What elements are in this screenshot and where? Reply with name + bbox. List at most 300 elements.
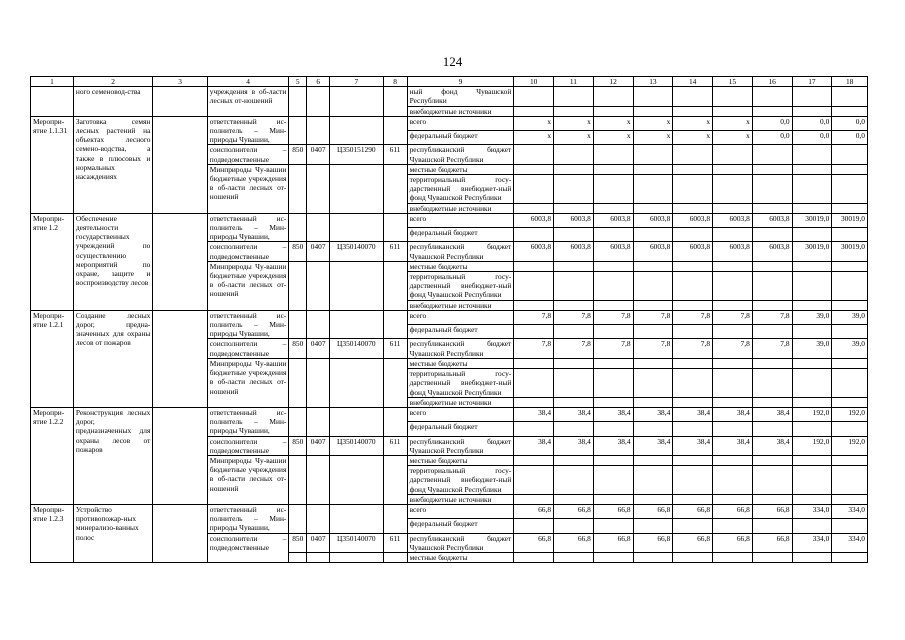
value-cell [633, 175, 673, 204]
header-cell: 17 [792, 77, 832, 87]
value-cell [832, 422, 868, 436]
page-number: 124 [442, 54, 463, 69]
value-cell [752, 106, 792, 116]
header-row [31, 77, 868, 87]
value-cell [832, 272, 868, 301]
value-cell [593, 519, 633, 533]
code-cell [307, 552, 330, 562]
value-cell: 6003,8 [673, 242, 713, 261]
goal [153, 116, 207, 213]
value-cell [792, 369, 832, 398]
code-cell: 0407 [307, 242, 330, 261]
value-cell: х [713, 116, 753, 130]
executor: соисполнители – подведомственные [207, 533, 289, 563]
code-cell [383, 552, 407, 562]
value-cell [554, 358, 594, 368]
executor: соисполнители – подведомственные [207, 436, 289, 455]
value-cell [554, 106, 594, 116]
funding-source: внебюджетные источники [407, 397, 514, 407]
value-cell [752, 519, 792, 533]
value-cell [832, 369, 868, 398]
value-cell [792, 145, 832, 164]
code-cell [383, 455, 407, 504]
value-cell [554, 87, 594, 106]
value-cell [713, 397, 753, 407]
value-cell [633, 455, 673, 465]
funding-source: местные бюджеты [407, 164, 514, 174]
funding-source: местные бюджеты [407, 261, 514, 271]
value-cell [752, 145, 792, 164]
value-cell [673, 325, 713, 339]
value-cell: 7,8 [554, 310, 594, 324]
code-cell [383, 164, 407, 213]
value-cell [792, 300, 832, 310]
value-cell: х [633, 131, 673, 145]
value-cell [673, 519, 713, 533]
value-cell [514, 203, 554, 213]
code-cell: Ц350151290 [330, 145, 383, 164]
value-cell [673, 369, 713, 398]
value-cell [752, 422, 792, 436]
value-cell [633, 494, 673, 504]
value-cell [514, 519, 554, 533]
value-cell: 6003,8 [514, 242, 554, 261]
value-cell [752, 455, 792, 465]
value-cell: 6003,8 [593, 213, 633, 227]
value-cell: 38,4 [713, 436, 753, 455]
value-cell [633, 369, 673, 398]
value-cell [593, 272, 633, 301]
value-cell [554, 164, 594, 174]
measure-name: Обеспечение деятельности государственных учреждений по осуществлению мероприятий по охране, защите и воспроизводству лесов [73, 213, 153, 310]
value-cell [713, 519, 753, 533]
value-cell: 30019,0 [792, 213, 832, 227]
value-cell [792, 106, 832, 116]
value-cell [673, 87, 713, 106]
header-cell: 3 [153, 77, 207, 87]
header-cell: 16 [752, 77, 792, 87]
value-cell [554, 261, 594, 271]
executor: учреждения в об-ласти лесных от-ношений [207, 87, 289, 117]
value-cell [554, 494, 594, 504]
value-cell [673, 422, 713, 436]
value-cell: 7,8 [633, 310, 673, 324]
value-cell [792, 422, 832, 436]
value-cell: 66,8 [554, 504, 594, 518]
value-cell [713, 175, 753, 204]
value-cell: х [593, 116, 633, 130]
funding-source: территориальный госу-дарственный внебюджет-ный фонд Чувашской Республики [407, 175, 514, 204]
value-cell [593, 261, 633, 271]
funding-source: территориальный госу-дарственный внебюджет-ный фонд Чувашской Республики [407, 272, 514, 301]
value-cell [832, 106, 868, 116]
code-cell: 0407 [307, 339, 330, 358]
header-cell: 14 [673, 77, 713, 87]
code-cell [330, 455, 383, 504]
value-cell [554, 203, 594, 213]
funding-source: территориальный госу-дарственный внебюджет-ный фонд Чувашской Республики [407, 466, 514, 495]
value-cell [752, 164, 792, 174]
value-cell [633, 145, 673, 164]
value-cell [554, 272, 594, 301]
goal [153, 407, 207, 504]
value-cell [832, 358, 868, 368]
header-cell: 13 [633, 77, 673, 87]
value-cell [673, 552, 713, 562]
executor: Минприроды Чу-вашии бюджетные учреждения в об-ласти лесных от-ношений [207, 164, 289, 213]
value-cell [713, 261, 753, 271]
code-cell [307, 358, 330, 407]
value-cell: 7,8 [673, 339, 713, 358]
code-cell: 611 [383, 145, 407, 164]
value-cell [554, 300, 594, 310]
value-cell [633, 300, 673, 310]
value-cell: 39,0 [832, 339, 868, 358]
value-cell: х [713, 131, 753, 145]
value-cell: 66,8 [514, 504, 554, 518]
code-cell: 611 [383, 339, 407, 358]
value-cell: х [554, 116, 594, 130]
value-cell: 66,8 [752, 533, 792, 552]
measure-id: Меропри-ятие 1.2.1 [31, 310, 74, 407]
value-cell [514, 552, 554, 562]
value-cell [633, 272, 673, 301]
funding-source: всего [407, 310, 514, 324]
value-cell: 38,4 [633, 436, 673, 455]
code-cell [289, 213, 307, 242]
code-cell: 0407 [307, 436, 330, 455]
code-cell [307, 87, 330, 117]
value-cell: 334,0 [792, 533, 832, 552]
value-cell [514, 164, 554, 174]
value-cell [832, 519, 868, 533]
header-cell: 10 [514, 77, 554, 87]
code-cell [330, 407, 383, 436]
goal [153, 213, 207, 310]
value-cell [633, 203, 673, 213]
value-cell [752, 552, 792, 562]
value-cell [673, 175, 713, 204]
executor: Минприроды Чу-вашии бюджетные учреждения в об-ласти лесных от-ношений [207, 455, 289, 504]
value-cell [832, 466, 868, 495]
value-cell [593, 87, 633, 106]
funding-source: ный фонд Чувашской Республики [407, 87, 514, 106]
value-cell [832, 455, 868, 465]
executor: соисполнители – подведомственные [207, 242, 289, 261]
value-cell [514, 325, 554, 339]
value-cell [593, 494, 633, 504]
measure-id [31, 87, 74, 117]
funding-source: федеральный бюджет [407, 228, 514, 242]
header-cell: 15 [713, 77, 753, 87]
value-cell [713, 87, 753, 106]
goal [153, 310, 207, 407]
code-cell [307, 116, 330, 145]
value-cell: 7,8 [713, 310, 753, 324]
value-cell [593, 164, 633, 174]
code-cell [289, 358, 307, 407]
value-cell [514, 145, 554, 164]
code-cell [330, 164, 383, 213]
value-cell [832, 164, 868, 174]
value-cell [593, 228, 633, 242]
code-cell [330, 358, 383, 407]
value-cell [832, 175, 868, 204]
funding-source: федеральный бюджет [407, 325, 514, 339]
value-cell [752, 397, 792, 407]
header-cell: 9 [407, 77, 514, 87]
value-cell: 66,8 [593, 504, 633, 518]
value-cell [713, 106, 753, 116]
code-cell [383, 407, 407, 436]
measure-id: Меропри-ятие 1.2 [31, 213, 74, 310]
value-cell [792, 261, 832, 271]
header-cell: 8 [383, 77, 407, 87]
value-cell [554, 145, 594, 164]
value-cell [514, 494, 554, 504]
value-cell: 0,0 [832, 116, 868, 130]
value-cell [593, 369, 633, 398]
value-cell: 66,8 [713, 504, 753, 518]
funding-source: всего [407, 213, 514, 227]
value-cell [554, 228, 594, 242]
value-cell [752, 358, 792, 368]
value-cell [713, 203, 753, 213]
header-cell: 6 [307, 77, 330, 87]
value-cell [514, 369, 554, 398]
code-cell [307, 504, 330, 533]
funding-source: республиканский бюджет Чувашской Республики [407, 339, 514, 358]
value-cell: 39,0 [792, 310, 832, 324]
funding-source: территориальный госу-дарственный внебюджет-ный фонд Чувашской Республики [407, 369, 514, 398]
value-cell: 192,0 [792, 407, 832, 421]
code-cell [383, 116, 407, 145]
measure-name: Реконструкция лесных дорог, предназначенных для охраны лесов от пожаров [73, 407, 153, 504]
value-cell [514, 300, 554, 310]
value-cell [713, 455, 753, 465]
value-cell: 334,0 [832, 504, 868, 518]
code-cell: 850 [289, 242, 307, 261]
value-cell: 38,4 [752, 436, 792, 455]
value-cell [713, 422, 753, 436]
code-cell [330, 87, 383, 117]
value-cell: 38,4 [514, 407, 554, 421]
value-cell [713, 494, 753, 504]
code-cell [330, 116, 383, 145]
value-cell [593, 325, 633, 339]
code-cell [383, 213, 407, 242]
executor: ответственный ис-полнитель – Мин-природы Чувашии, [207, 213, 289, 242]
value-cell [752, 87, 792, 106]
value-cell [554, 519, 594, 533]
value-cell [832, 494, 868, 504]
value-cell [633, 397, 673, 407]
code-cell [330, 261, 383, 310]
code-cell [289, 116, 307, 145]
header-cell: 2 [73, 77, 153, 87]
value-cell [633, 422, 673, 436]
table-row [31, 310, 868, 324]
code-cell: 611 [383, 436, 407, 455]
value-cell [752, 175, 792, 204]
value-cell [752, 325, 792, 339]
value-cell [633, 358, 673, 368]
code-cell [383, 504, 407, 533]
measure-id: Меропри-ятие 1.2.3 [31, 504, 74, 562]
value-cell [633, 519, 673, 533]
value-cell [593, 358, 633, 368]
value-cell: 38,4 [713, 407, 753, 421]
measure-id: Меропри-ятие 1.1.31 [31, 116, 74, 213]
value-cell [792, 552, 832, 562]
code-cell [307, 310, 330, 339]
value-cell: 7,8 [514, 310, 554, 324]
value-cell: 6003,8 [633, 213, 673, 227]
value-cell: 39,0 [792, 339, 832, 358]
goal [153, 504, 207, 562]
value-cell [832, 552, 868, 562]
value-cell: 7,8 [633, 339, 673, 358]
value-cell [792, 87, 832, 106]
value-cell: 6003,8 [713, 213, 753, 227]
header-cell: 5 [289, 77, 307, 87]
funding-source: всего [407, 116, 514, 130]
executor: ответственный ис-полнитель – Мин-природы Чувашии, [207, 407, 289, 436]
code-cell: 850 [289, 436, 307, 455]
value-cell [554, 397, 594, 407]
value-cell: 6003,8 [554, 213, 594, 227]
code-cell: Ц350140070 [330, 436, 383, 455]
value-cell [752, 203, 792, 213]
code-cell [307, 164, 330, 213]
code-cell [307, 261, 330, 310]
value-cell [593, 300, 633, 310]
value-cell [792, 272, 832, 301]
header-cell: 18 [832, 77, 868, 87]
funding-source: федеральный бюджет [407, 422, 514, 436]
value-cell: 6003,8 [752, 213, 792, 227]
code-cell [383, 87, 407, 117]
value-cell: 0,0 [792, 131, 832, 145]
value-cell: 66,8 [593, 533, 633, 552]
value-cell: 6003,8 [713, 242, 753, 261]
value-cell [752, 300, 792, 310]
value-cell [673, 455, 713, 465]
value-cell [792, 325, 832, 339]
value-cell [593, 145, 633, 164]
table-row [31, 213, 868, 227]
value-cell: 334,0 [792, 504, 832, 518]
value-cell [792, 358, 832, 368]
value-cell [792, 203, 832, 213]
code-cell: 850 [289, 145, 307, 164]
value-cell: 38,4 [593, 407, 633, 421]
value-cell [792, 494, 832, 504]
code-cell [289, 310, 307, 339]
value-cell [514, 358, 554, 368]
value-cell [514, 228, 554, 242]
code-cell [307, 213, 330, 242]
value-cell [593, 466, 633, 495]
value-cell: 38,4 [673, 407, 713, 421]
value-cell: 7,8 [673, 310, 713, 324]
value-cell [792, 466, 832, 495]
value-cell [792, 164, 832, 174]
value-cell: 7,8 [752, 339, 792, 358]
value-cell [832, 300, 868, 310]
value-cell [593, 455, 633, 465]
value-cell [514, 87, 554, 106]
measure-name: Устройство противопожар-ных минерализо-ванных полос [73, 504, 153, 562]
funding-source: внебюджетные источники [407, 106, 514, 116]
value-cell [673, 397, 713, 407]
value-cell: 66,8 [633, 533, 673, 552]
value-cell [633, 228, 673, 242]
executor: ответственный ис-полнитель – Мин-природы Чувашии, [207, 504, 289, 533]
funding-source: республиканский бюджет Чувашской Республики [407, 436, 514, 455]
value-cell [792, 519, 832, 533]
code-cell [307, 455, 330, 504]
executor: Минприроды Чу-вашии бюджетные учреждения в об-ласти лесных от-ношений [207, 261, 289, 310]
header-cell: 1 [31, 77, 74, 87]
value-cell [673, 261, 713, 271]
funding-source: республиканский бюджет Чувашской Республики [407, 533, 514, 552]
value-cell [633, 106, 673, 116]
value-cell [514, 272, 554, 301]
value-cell: 30019,0 [792, 242, 832, 261]
value-cell: 192,0 [792, 436, 832, 455]
value-cell: х [593, 131, 633, 145]
value-cell [673, 300, 713, 310]
value-cell [593, 397, 633, 407]
value-cell: 30019,0 [832, 242, 868, 261]
value-cell [832, 261, 868, 271]
value-cell [752, 272, 792, 301]
value-cell: 38,4 [752, 407, 792, 421]
code-cell: 611 [383, 533, 407, 552]
value-cell [593, 422, 633, 436]
value-cell [633, 466, 673, 495]
value-cell: 38,4 [593, 436, 633, 455]
goal [153, 87, 207, 117]
value-cell: 7,8 [713, 339, 753, 358]
table-row [31, 504, 868, 518]
value-cell: 7,8 [514, 339, 554, 358]
value-cell [713, 552, 753, 562]
value-cell [673, 358, 713, 368]
code-cell: Ц350140070 [330, 533, 383, 552]
code-cell: 0407 [307, 533, 330, 552]
value-cell [514, 261, 554, 271]
header-cell: 7 [330, 77, 383, 87]
executor: соисполнители – подведомственные [207, 145, 289, 164]
funding-source: внебюджетные источники [407, 494, 514, 504]
value-cell [832, 145, 868, 164]
value-cell [554, 455, 594, 465]
value-cell [554, 175, 594, 204]
value-cell [633, 552, 673, 562]
value-cell [752, 261, 792, 271]
value-cell [713, 164, 753, 174]
code-cell [383, 310, 407, 339]
value-cell: 38,4 [673, 436, 713, 455]
code-cell [330, 213, 383, 242]
value-cell [752, 466, 792, 495]
value-cell [673, 106, 713, 116]
value-cell: 39,0 [832, 310, 868, 324]
measure-name: Заготовка семян лесных растений на объектах лесного семено-водства, а также в плюсовых и нормальных насаждениях [73, 116, 153, 213]
executor: соисполнители – подведомственные [207, 339, 289, 358]
